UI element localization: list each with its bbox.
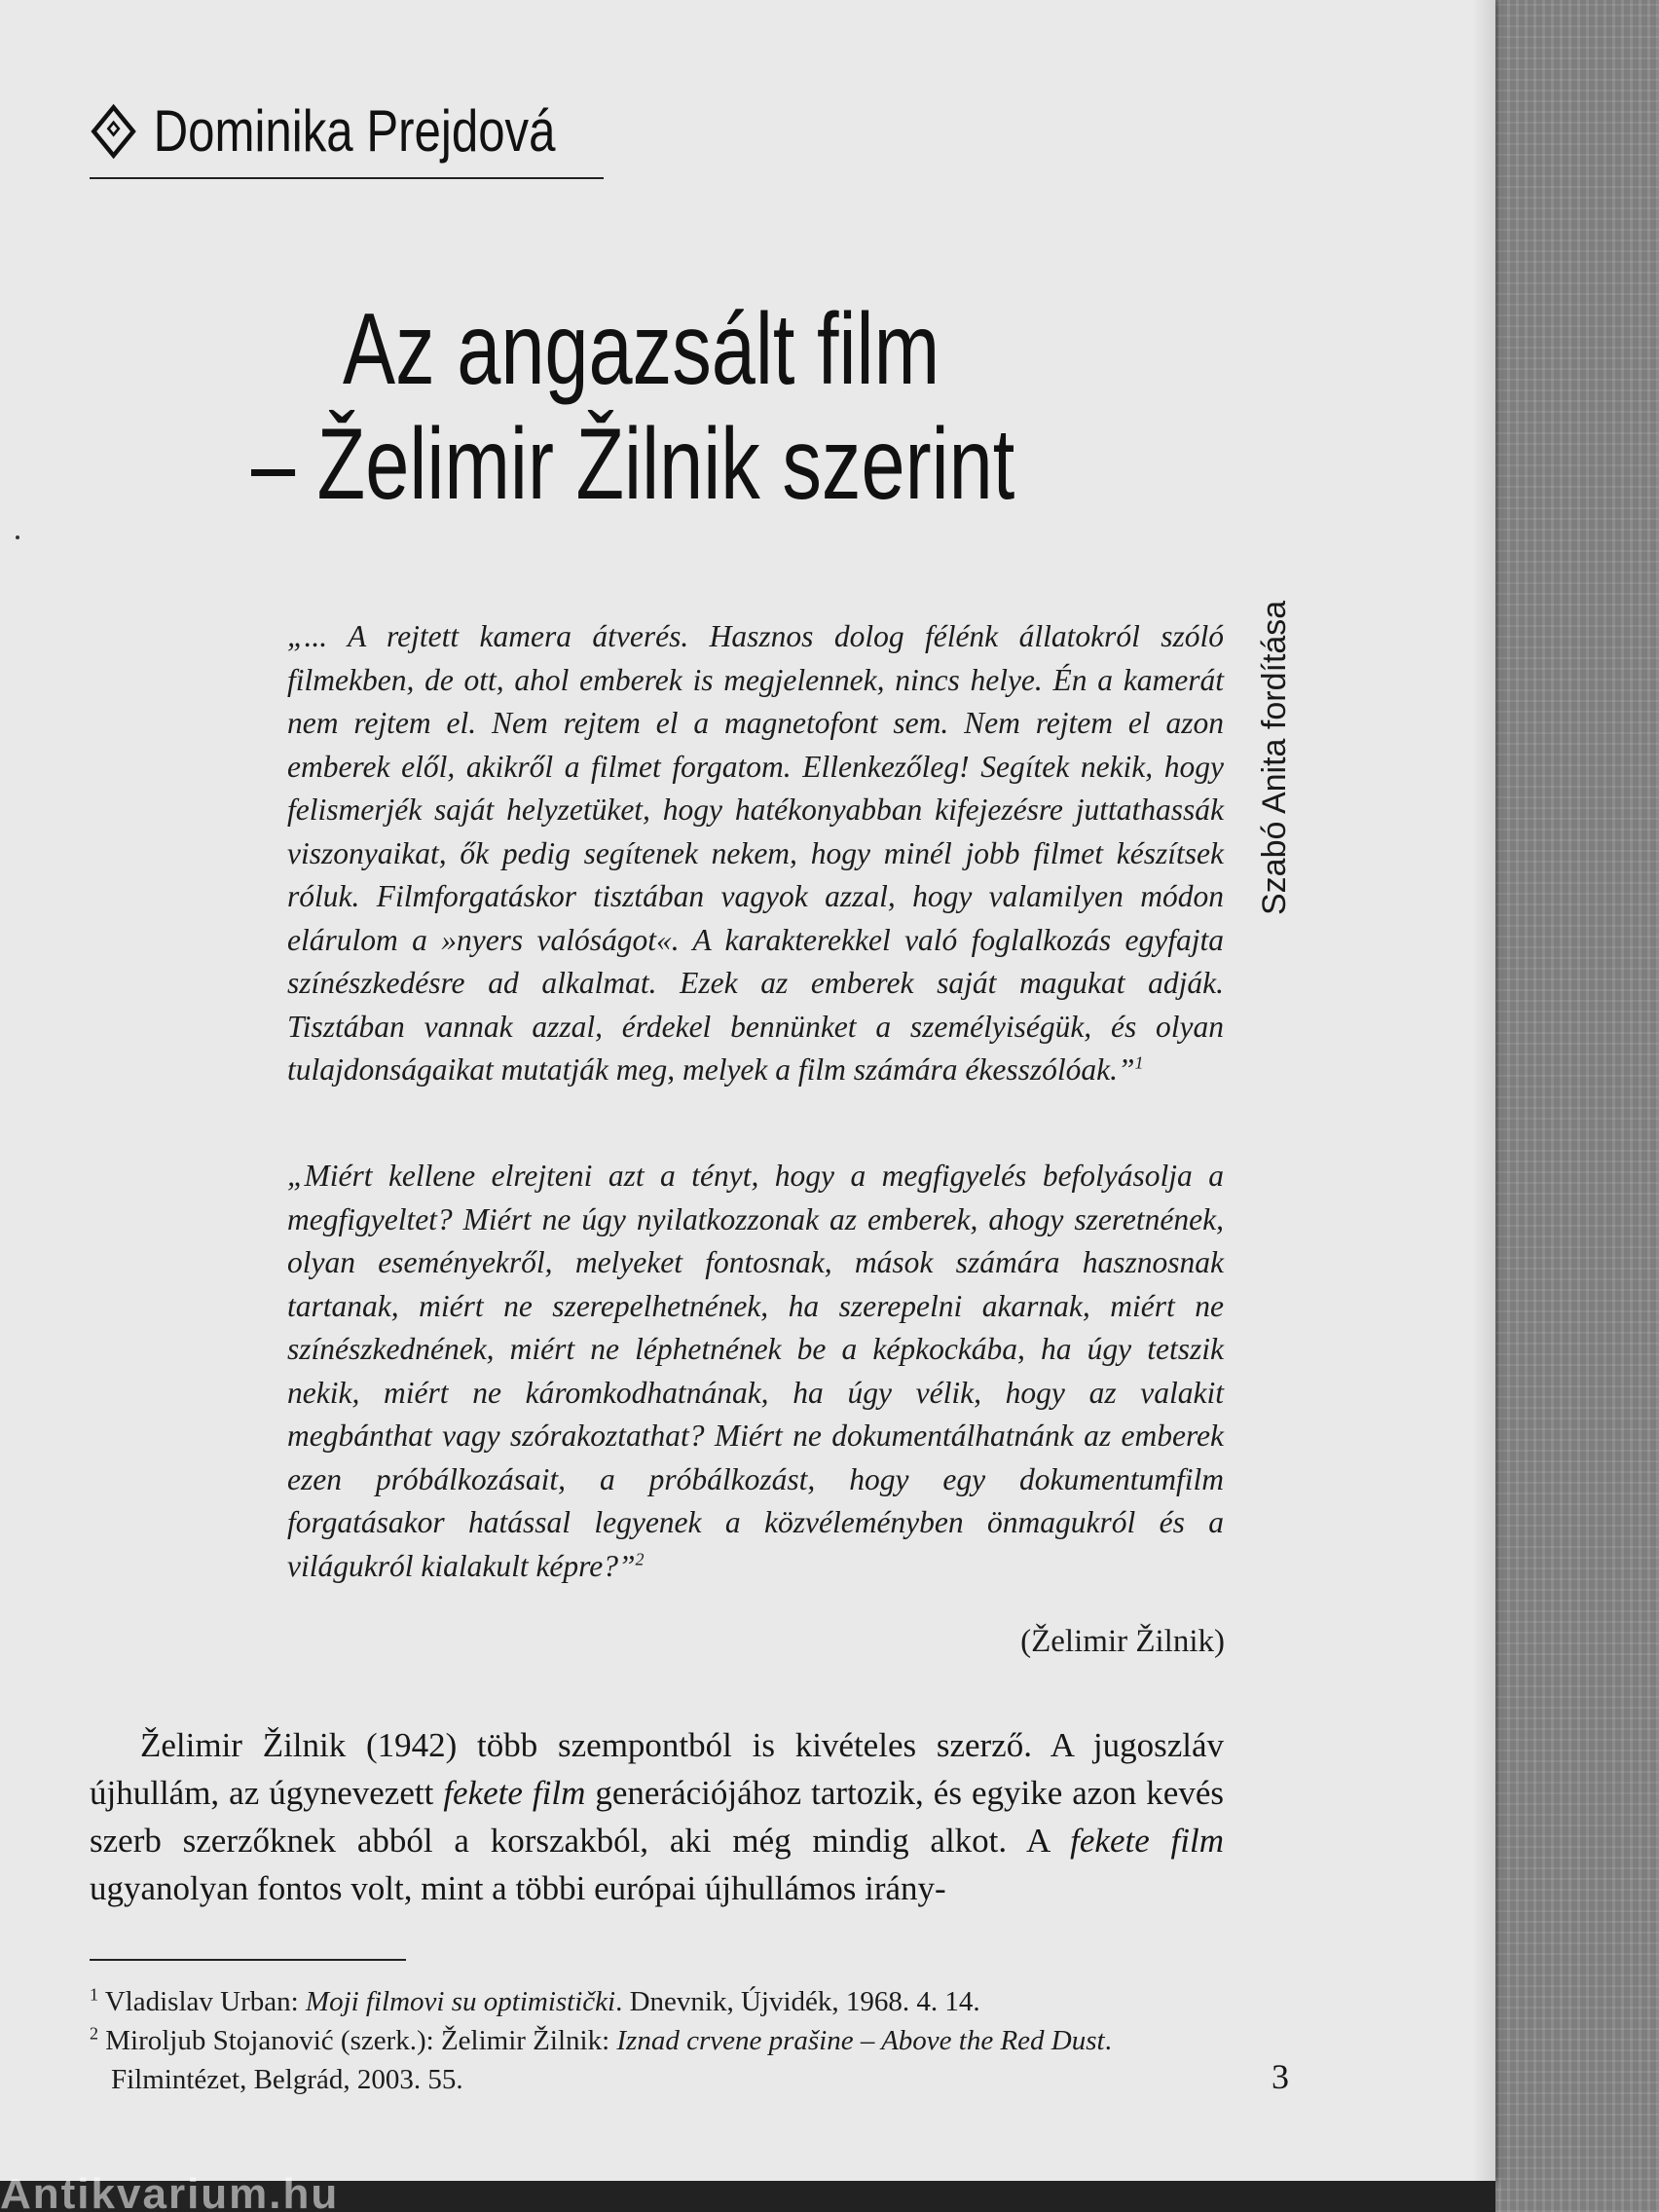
footnote-2 — [90, 2021, 1229, 2099]
translator-credit: Szabó Anita fordítása — [1256, 600, 1293, 915]
footnote-title: Iznad crvene prašine – Above the Red Dust — [616, 2025, 1105, 2056]
footnotes — [90, 1982, 1229, 2099]
quote-attribution: (Želimir Žilnik) — [1020, 1624, 1225, 1659]
page-number: 3 — [1272, 2057, 1289, 2096]
background-surface — [1490, 0, 1659, 2212]
author-heading — [90, 97, 556, 165]
footnote-text: Vladislav Urban: — [104, 1986, 306, 2017]
epigraph-quote-1 — [287, 615, 1224, 1092]
body-text — [90, 1721, 1224, 1912]
footnote-ref-1: 1 — [1134, 1052, 1144, 1073]
title-line-2: – Želimir Žilnik szerint — [251, 408, 1015, 521]
footnote-text: . Filmintézet, Belgrád, 2003. 55. — [111, 2025, 1112, 2095]
footnote-number: 1 — [90, 1984, 98, 2005]
footnote-text: Miroljub Stojanović (szerk.): Želimir Žilnik: — [105, 2025, 617, 2056]
body-text-segment: ugyanolyan fontos volt, mint a többi európai újhullámos irány- — [90, 1869, 946, 1907]
author-underline — [90, 177, 604, 179]
author-name: Dominika Prejdová — [153, 98, 556, 164]
footnote-1 — [90, 1982, 1229, 2021]
body-paragraph — [90, 1721, 1224, 1912]
page-speck — [16, 535, 19, 539]
footnote-number: 2 — [90, 2023, 98, 2044]
body-text-segment: generációjához tartozik, és egyike azon kevés szerb szerzőknek abból a korszakból, aki még mindig alkot. A — [90, 1774, 1224, 1860]
body-emphasis: fekete film — [1070, 1822, 1224, 1860]
footnote-ref-2: 2 — [635, 1549, 645, 1568]
quote-1-text: „... A rejtett kamera átverés. Hasznos dolog félénk állatokról szóló filmekben, de ott, ahol emberek is megjelennek, nincs helye. Én a kamerát nem rejtem el. Nem rejtem el a magnetofont sem. Nem rejtem el azon emberek elől, akikről a filmet forgatom. Ellenkezőleg! Segítek nekik, hogy felismerjék saját helyzetüket, hogy hatékonyabban kifejezésre juttathassák viszonyaikat, ők pedig segítenek nekem, hogy minél jobb filmet készítsek róluk. Filmforgatáskor tisztában vagyok azzal, hogy valamilyen módon elárulom a »nyers valóságot«. A karakterekkel való foglalkozás egyfajta színészkedésre ad alkalmat. Ezek az emberek saját magukat adják. Tisztában vannak azzal, érdekel bennünket a személyiségük, és olyan tulajdonságaikat mutatják meg, melyek a film számára ékesszólóak.” — [287, 619, 1224, 1087]
body-emphasis: fekete film — [443, 1774, 586, 1812]
footnote-text: . Dnevnik, Újvidék, 1968. 4. 14. — [615, 1986, 980, 2017]
footnote-separator — [90, 1959, 406, 1961]
footnote-title: Moji filmovi su optimistički — [305, 1986, 616, 2017]
quote-2-text: „Miért kellene elrejteni azt a tényt, hogy a megfigyelés befolyásolja a megfigyeltet? Miért ne úgy nyilatkozzonak az emberek, ahogy szeretnének, olyan eseményekről, melyeket fontosnak, mások számára hasznosnak tartanak, miért ne szerepelhetnének, ha szerepelni akarnak, miért ne színészkednének, miért ne léphetnének be a képkockába, ha úgy tetszik nekik, miért ne káromkodhatnának, ha úgy vélik, hogy az valakit megbánthat vagy szórakoztathat? Miért ne dokumentálhatnánk az emberek ezen próbálkozásait, a próbálkozást, hogy egy dokumentumfilm forgatásakor hatással legyenek a közvéleményben önmagukról és a világukról kialakult képre?” — [287, 1159, 1224, 1583]
watermark: Antikvarium.hu — [0, 2177, 340, 2212]
epigraph-quote-2 — [287, 1155, 1224, 1588]
body-text-segment: Želimir Žilnik (1942) több szempontból is kivételes szerző. A jugoszláv újhullám, az úgynevezett — [90, 1726, 1224, 1812]
title-line-1: Az angazsált film — [343, 293, 940, 406]
diamond-icon — [91, 103, 135, 159]
